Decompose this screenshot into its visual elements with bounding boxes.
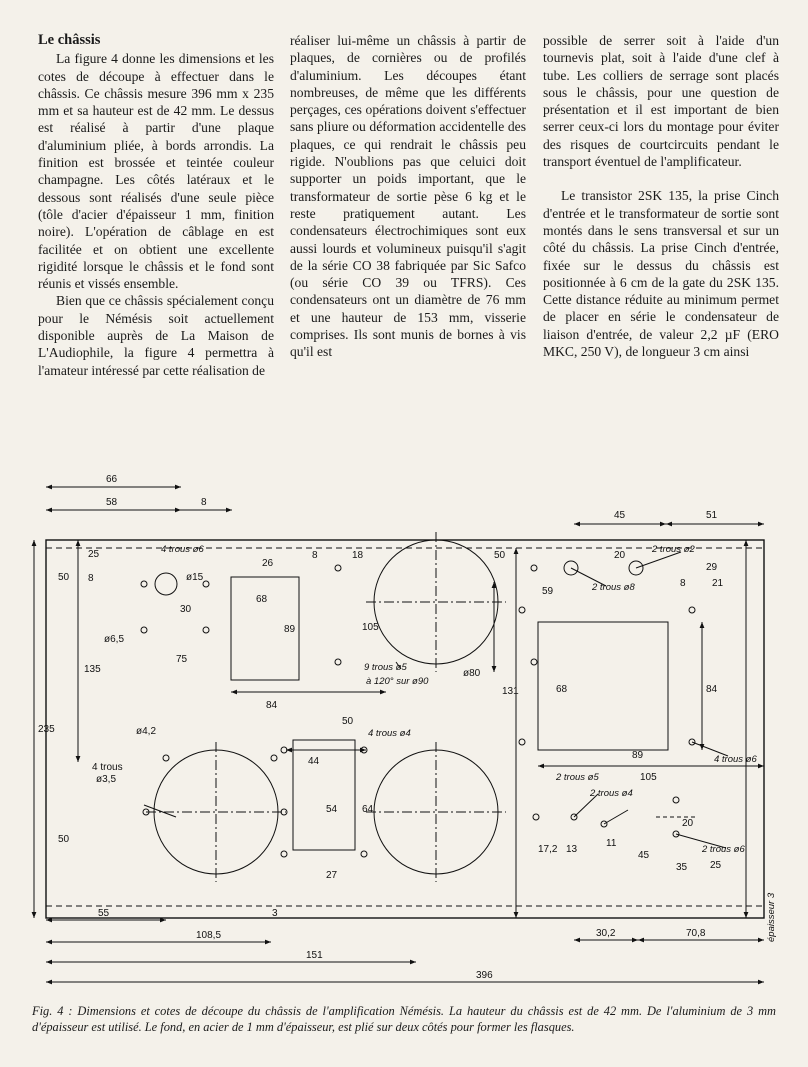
- dim-17-2: 17,2: [538, 844, 558, 855]
- dim-2trous-4: 2 trous ø4: [590, 788, 633, 799]
- dim-2trous-8: 2 trous ø8: [592, 582, 635, 593]
- dim-8d: 8: [680, 578, 686, 589]
- text-column-1: [38, 32, 274, 379]
- dim-80: ø80: [463, 668, 481, 679]
- dim-44: 44: [308, 756, 320, 767]
- dim-9trous-5: 9 trous ø5: [364, 662, 407, 673]
- dim-50d: 50: [494, 550, 506, 561]
- dim-70-8: 70,8: [686, 928, 706, 939]
- dim-2trous-5: 2 trous ø5: [556, 772, 599, 783]
- cutout-44x54: [293, 740, 355, 850]
- dim-25: 25: [88, 549, 100, 560]
- dim-6-5: ø6,5: [104, 634, 125, 645]
- paragraph: réaliser lui-même un châssis à partir de plaques, de cornières ou de profilés d'aluminium. Les découpes étant nombreuses, de même que les différents perçages, ces opérations doivent s'effectuer sans pliure ou déformation accidentelle des plaques, ce qui rendrait le châssis peu rigide. N'oublions pas que celuici doit supporter un poids important, que le transformateur de sortie pèse 6 kg et le reste pratiquement autant. Les condensateurs électrochimiques sont eux aussi lourds et volumineux puisqu'il s'agit de la série CO 38 fabriquée par Sic Safco (ou série CO 39 ou TFRS). Ces condensateurs ont un diamètre de 76 mm et une hauteur de 153 mm, visserie comprises. Ils sont munis de bornes à vis qu'il est: [290, 33, 526, 360]
- dim-epaisseur: épaisseur 3: [766, 892, 777, 942]
- dim-2trous-6: 2 trous ø6: [702, 844, 745, 855]
- dim-4-2: ø4,2: [136, 726, 157, 737]
- dim-3: 3: [272, 908, 278, 919]
- dim-2trous-2: 2 trous ø2: [652, 544, 695, 555]
- dim-18: 18: [352, 550, 364, 561]
- dim-29: 29: [706, 562, 718, 573]
- dim-26: 26: [262, 558, 274, 569]
- dim-105: 105: [362, 622, 379, 633]
- dim-396: 396: [476, 970, 493, 981]
- paragraph: possible de serrer soit à l'aide d'un tournevis plat, soit à l'aide d'une clef à tube. Les colliers de serrage sont placés sous le châssis, pour une question de présentation et il est important de bien serrer ceux-ci lors du montage pour éviter des risques de courtcircuits pendant le transport éventuel de l'amplificateur.: [543, 33, 779, 170]
- dim-27: 27: [326, 870, 338, 881]
- paragraph: La figure 4 donne les dimensions et les cotes de découpe à effectuer dans le châssis. Ce châssis mesure 396 mm x 235 mm et sa hauteur est de 42 mm. Le dessus est réalisé à partir d'une plaque d'aluminium pliée, à bords arrondis. La finition est brossée et teintée couleur champagne. Les côtés latéraux et le dessous sont réalisés d'une seule pièce (tôle d'acier d'épaisseur 1 mm, finition noire). L'opération de câblage en est facilitée et on obtient une excellente rigidité lorsque le châssis et le fond sont réunis et vissés ensemble.: [38, 51, 274, 292]
- dim-131: 131: [502, 686, 519, 697]
- dim-21: 21: [712, 578, 724, 589]
- dim-15: ø15: [186, 572, 204, 583]
- dim-108-5: 108,5: [196, 930, 222, 941]
- dim-59: 59: [542, 586, 554, 597]
- section-heading: Le châssis: [38, 32, 101, 48]
- dim-50: 50: [58, 572, 70, 583]
- paragraph: Bien que ce châssis spécialement conçu pour le Némésis soit actuellement disponible auprès de La Maison de L'Audiophile, la figure 4 permettra à l'amateur intéressé par cette réalisation de: [38, 293, 274, 378]
- dim-8c: 8: [312, 550, 318, 561]
- dim-8: 8: [201, 497, 207, 508]
- dim-4trous-6b: 4 trous ø6: [714, 754, 757, 765]
- dim-20: 20: [614, 550, 626, 561]
- dim-35: 35: [676, 862, 688, 873]
- hole-15: [155, 573, 177, 595]
- dim-50b: 50: [58, 834, 70, 845]
- dim-151: 151: [306, 950, 323, 961]
- dim-50c: 50: [342, 716, 354, 727]
- dim-105b: 105: [640, 772, 657, 783]
- dim-235: 235: [38, 724, 55, 735]
- figure-caption: Fig. 4 : Dimensions et cotes de découpe du châssis de l'amplification Némésis. La hauteur du châssis est de 42 mm. De l'aluminium de 3 mm d'épaisseur est utilisé. Le fond, en acier de 1 mm d'épaisseur, est plié sur deux côtés pour former les flasques.: [32, 1004, 776, 1034]
- dim-11: 11: [606, 838, 617, 849]
- dim-8b: 8: [88, 573, 94, 584]
- dim-4trous-6: 4 trous ø6: [161, 544, 204, 555]
- dim-84b: 84: [706, 684, 718, 695]
- dim-51: 51: [706, 510, 718, 521]
- dim-30: 30: [180, 604, 192, 615]
- text-column-2: [290, 32, 526, 361]
- dim-89b: 89: [632, 750, 644, 761]
- dim-45b: 45: [638, 850, 650, 861]
- technical-drawing-svg: [26, 462, 786, 1002]
- dim-20b: 20: [682, 818, 694, 829]
- chassis-drawing: [26, 462, 786, 1002]
- dim-84: 84: [266, 700, 278, 711]
- dim-68: 68: [256, 594, 268, 605]
- dim-4trous-4: 4 trous ø4: [368, 728, 411, 739]
- dim-135: 135: [84, 664, 101, 675]
- text-column-3: [543, 32, 779, 360]
- dim-55: 55: [98, 908, 110, 919]
- dim-120-90: à 120° sur ø90: [366, 676, 429, 687]
- paragraph: Le transistor 2SK 135, la prise Cinch d'entrée et le transformateur de sortie sont montés dans le sens transversal et sur un côté du châssis. La prise Cinch d'entrée, fixée sur le dessus du châssis est positionnée à 6 cm de la gate du 2SK 135. Cette distance réduite au minimum permet de placer en série le condensateur de liaison d'entrée, de valeur 2,2 µF (ERO MKC, 250 V), de longueur 3 cm ainsi: [543, 188, 779, 360]
- dim-68b: 68: [556, 684, 568, 695]
- dim-75: 75: [176, 654, 188, 665]
- dim-30-2: 30,2: [596, 928, 616, 939]
- dim-4trous-label: 4 trous: [92, 762, 123, 773]
- dim-45: 45: [614, 510, 626, 521]
- dim-89: 89: [284, 624, 296, 635]
- dim-13: 13: [566, 844, 578, 855]
- dim-54: 54: [326, 804, 338, 815]
- dim-25b: 25: [710, 860, 722, 871]
- dim-3-5: ø3,5: [96, 774, 117, 785]
- dim-66: 66: [106, 474, 118, 485]
- dim-64: 64: [362, 804, 374, 815]
- dim-58: 58: [106, 497, 118, 508]
